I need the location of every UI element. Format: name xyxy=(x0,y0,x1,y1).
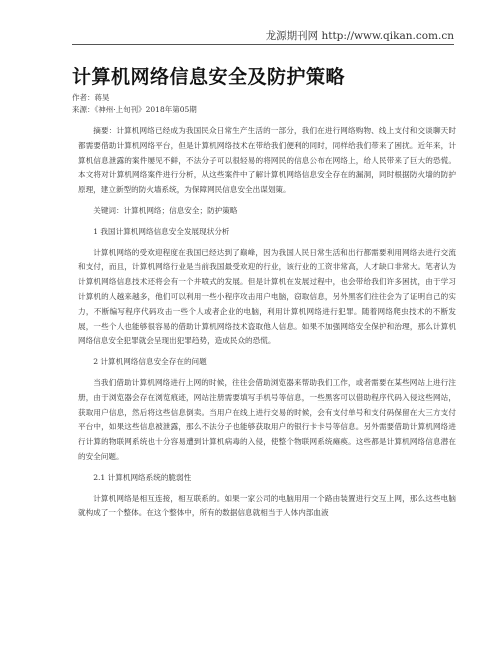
section-heading-1: 1 我国计算机网络信息安全发展现状分析 xyxy=(93,226,230,236)
author-line: 作者：蒋昊 xyxy=(72,93,110,102)
source-line: 来源：《神州·上旬刊》2018年第05期 xyxy=(72,105,197,114)
abstract: 摘要：计算机网络已经成为我国民众日常生产生活的一部分，我们在进行网络购物、线上支付和交谈聊天时都需要借助计算机网络平台，但是计算机网络技术在带给我们便利的同时，同样给我们带来了困扰。近年来，计算机信息泄露的案件屡见不鲜，不法分子可以很轻易的将网民的信息公布在网络上，给人民带来了巨大的恐慌。本文将对计算机网络案件进行分析，从这些案件中了解计算机网络信息安全存在的漏洞，同时根据防火墙的防护原理，建立新型的防火墙系统，为保障网民信息安全出谋划策。 xyxy=(78,126,456,195)
keywords: 关键词：计算机网络；信息安全；防护策略 xyxy=(93,205,238,215)
article-title: 计算机网络信息安全及防护策略 xyxy=(72,66,346,88)
section-paragraph-1: 计算机网络的受欢迎程度在我国已经达到了巅峰，因为我国人民日常生活和出行都需要利用网络去进行交流和支付，而且，计算机网络行业是当前我国最受欢迎的行业，该行业的工资非常高，人才缺口非常大。笔者认为计算机网络信息技术还将会有一个井喷式的发展。但是计算机在发展过程中，也会带给我们许多困扰，由于学习计算机的人越来越多，他们可以利用一些小程序攻击用户电脑，窃取信息，另外黑客们往往会为了证明自己的实力，不断编写程序代码攻击一些个人或者企业的电脑，利用计算机网络进行犯罪。随着网络爬虫技术的不断发展，一些个人也能够很容易的借助计算机网络技术盗取他人信息。如果不加强网络安全保护和治理，那么计算机网络信息安全犯罪就会呈现出犯罪趋势，造成民众的恐慌。 xyxy=(78,247,456,346)
journal-header: 龙源期刊网 http://www.qikan.com.cn xyxy=(265,30,454,42)
article-body xyxy=(78,124,456,527)
section-paragraph-2-1: 计算机网络是相互连接，相互联系的。如果一家公司的电脑用用一个路由装置进行交互上网，那么这些电脑就构成了一个整体。在这个整体中，所有的数据信息就相当于人体内部血液 xyxy=(78,493,456,518)
header-divider xyxy=(72,44,454,45)
section-heading-2: 2 计算机网络信息安全存在的问题 xyxy=(93,357,207,367)
section-heading-2-1: 2.1 计算机网络系统的脆弱性 xyxy=(93,472,192,482)
section-paragraph-2: 当我们借助计算机网络进行上网的时候，往往会借助浏览器来帮助我们工作，或者需要在某些网站上进行注册，由于浏览器会存在浏览痕迹，网站注册需要填写手机号等信息，一些黑客可以借助程序代码入侵这些网站，获取用户信息，然后将这些信息倒卖。当用户在线上进行交易的时候，会有支付单号和支付码保留在大三方支付平台中，如果这些信息被泄露，那么不法分子也能够获取用户的银行卡卡号等信息。另外需要借助计算机网络进行计算的物联网系统也十分容易遭到计算机病毒的入侵，使整个物联网系统瘫痪。这些都是计算机网络信息潜在的安全问题。 xyxy=(78,377,456,461)
